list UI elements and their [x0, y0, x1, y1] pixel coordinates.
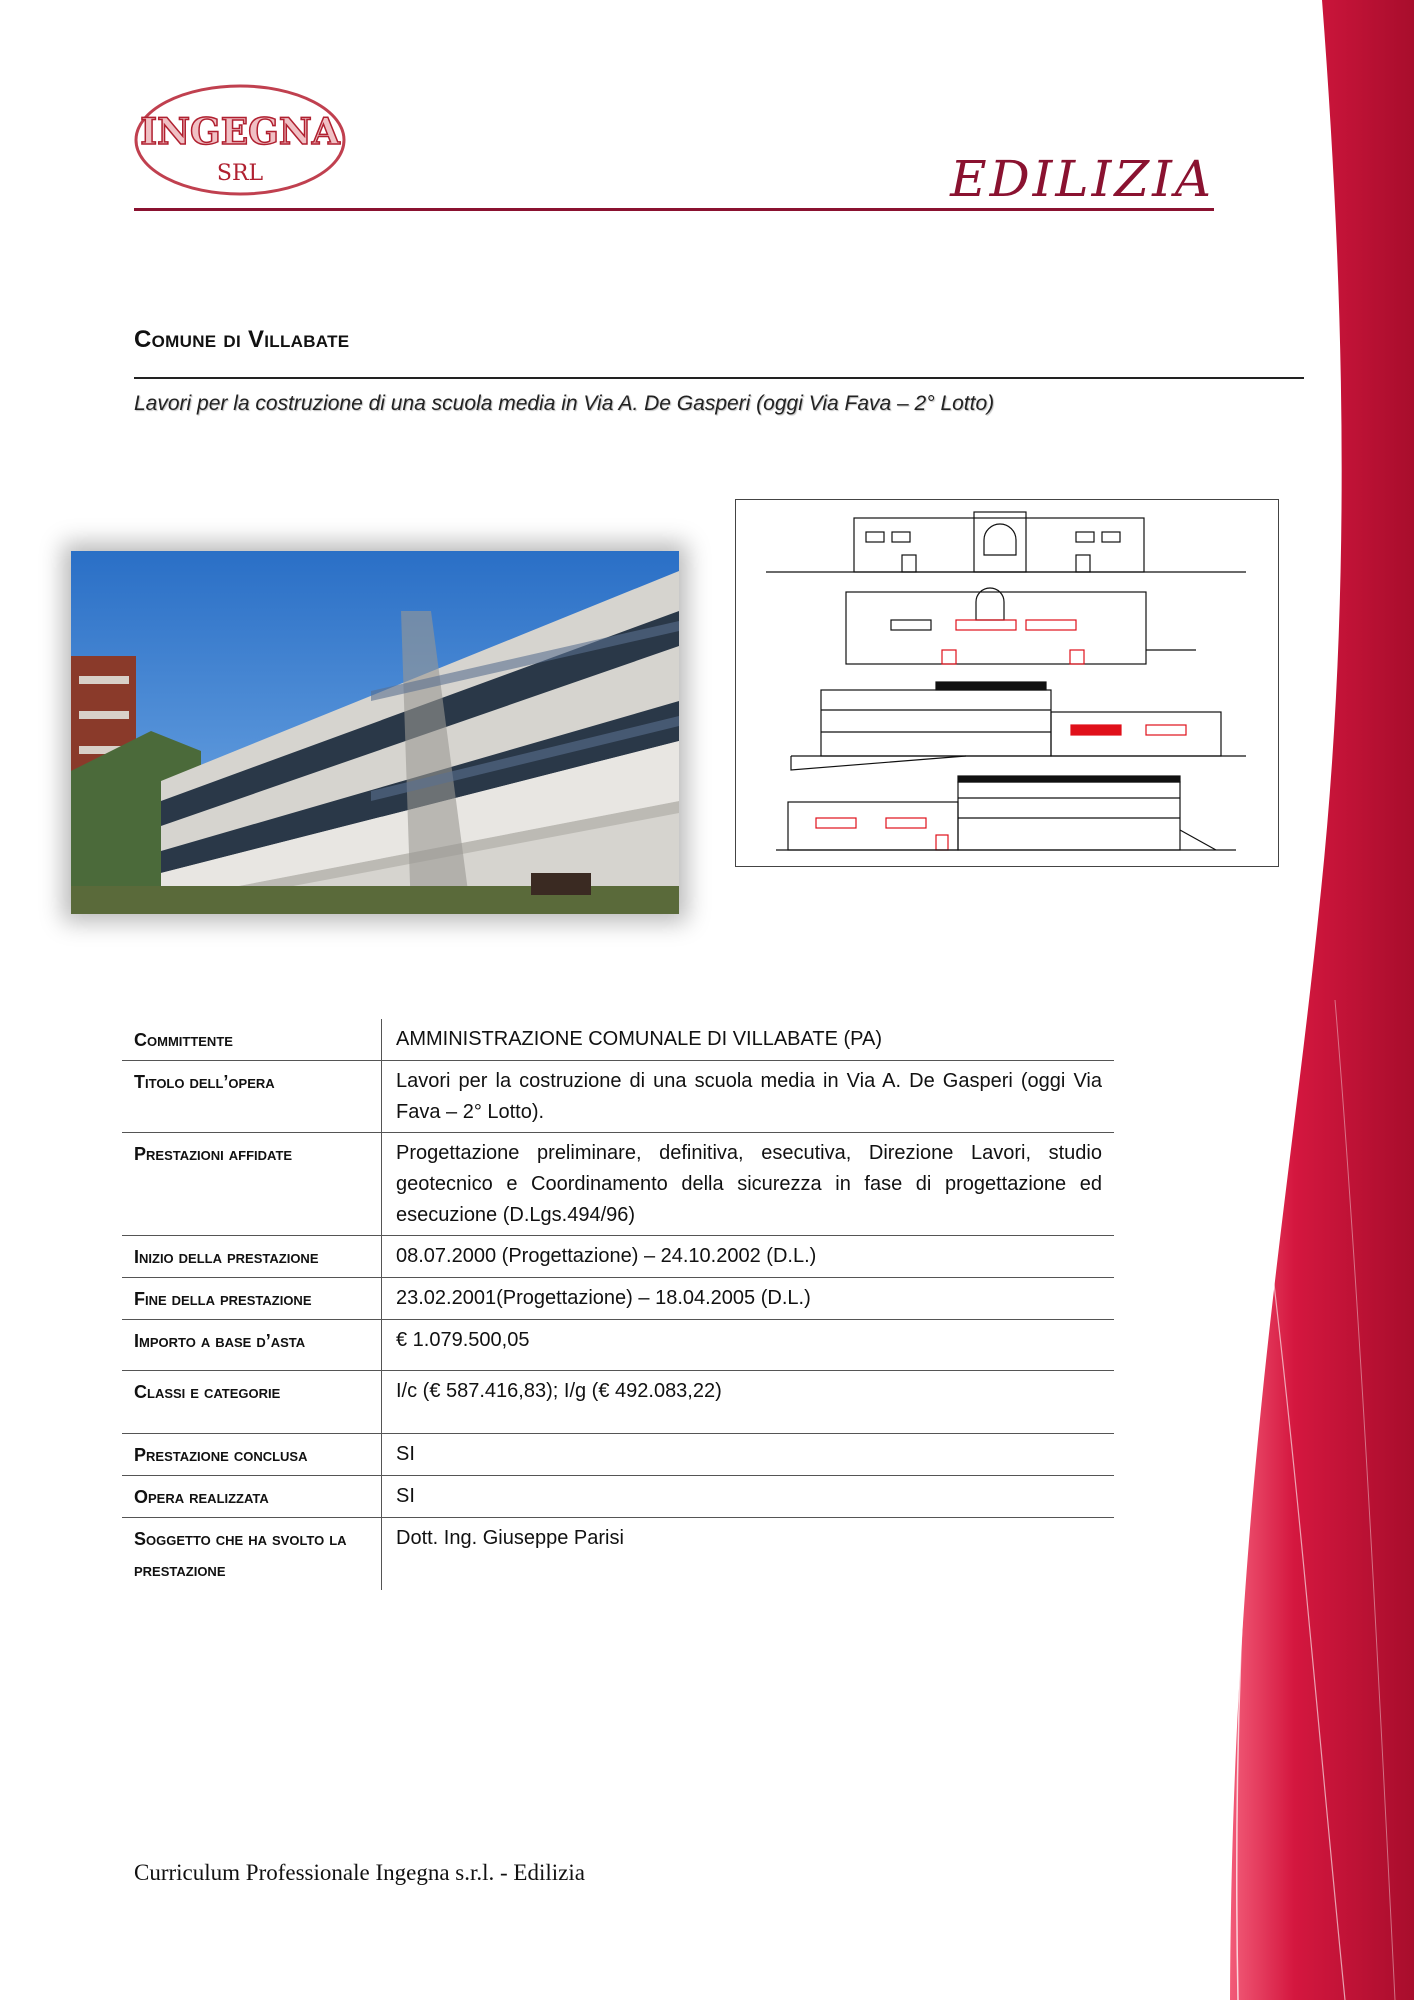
client-heading: Comune di Villabate [134, 326, 350, 353]
svg-text:INGEGNA: INGEGNA [140, 111, 340, 153]
row-label: Inizio della prestazione [122, 1236, 382, 1277]
row-label: Prestazioni affidate [122, 1133, 382, 1235]
table-row [122, 1518, 1114, 1590]
row-value: Dott. Ing. Giuseppe Parisi [396, 1527, 624, 1549]
row-label: Titolo dell’opera [122, 1061, 382, 1132]
row-value: I/c (€ 587.416,83); I/g (€ 492.083,22) [396, 1380, 722, 1402]
section-brand: EDILIZIA [950, 150, 1214, 208]
row-label: Fine della prestazione [122, 1278, 382, 1319]
table-row [122, 1133, 1114, 1236]
table-row [122, 1236, 1114, 1278]
page-footer: Curriculum Professionale Ingegna s.r.l. - Edilizia [134, 1860, 585, 1885]
row-value: SI [396, 1485, 415, 1507]
row-value: Progettazione preliminare, definitiva, esecutiva, Direzione Lavori, studio geotecnico e Coordinamento della sicurezza in fase di progettazione ed esecuzione (D.Lgs.494/96) [396, 1142, 1102, 1226]
table-row [122, 1019, 1114, 1061]
title-divider [134, 377, 1304, 379]
company-logo [132, 82, 348, 198]
row-value: € 1.079.500,05 [396, 1329, 530, 1351]
table-row [122, 1476, 1114, 1518]
project-subtitle: Lavori per la costruzione di una scuola media in Via A. De Gasperi (oggi Via Fava – 2° Lotto) [134, 392, 995, 415]
row-label: Opera realizzata [122, 1476, 382, 1517]
row-value: Lavori per la costruzione di una scuola media in Via A. De Gasperi (oggi Via Fava – 2° Lotto). [396, 1070, 1102, 1123]
row-value: AMMINISTRAZIONE COMUNALE DI VILLABATE (PA) [396, 1028, 882, 1050]
row-value: 08.07.2000 (Progettazione) – 24.10.2002 (D.L.) [396, 1245, 817, 1267]
building-photo [71, 551, 679, 914]
table-row [122, 1434, 1114, 1476]
row-label: Committente [122, 1019, 382, 1060]
row-label: Prestazione conclusa [122, 1434, 382, 1475]
table-row [122, 1371, 1114, 1434]
row-label: Importo a base d’asta [122, 1320, 382, 1370]
table-row [122, 1061, 1114, 1133]
elevation-drawing [735, 499, 1279, 867]
row-label: Soggetto che ha svolto la prestazione [122, 1518, 382, 1590]
table-row [122, 1320, 1114, 1371]
svg-text:SRL: SRL [216, 161, 264, 186]
row-value: 23.02.2001(Progettazione) – 18.04.2005 (D.L.) [396, 1287, 811, 1309]
row-value: SI [396, 1443, 415, 1465]
header-rule [134, 208, 1214, 211]
row-label: Classi e categorie [122, 1371, 382, 1433]
table-row [122, 1278, 1114, 1320]
project-details-table [122, 1019, 1114, 1590]
